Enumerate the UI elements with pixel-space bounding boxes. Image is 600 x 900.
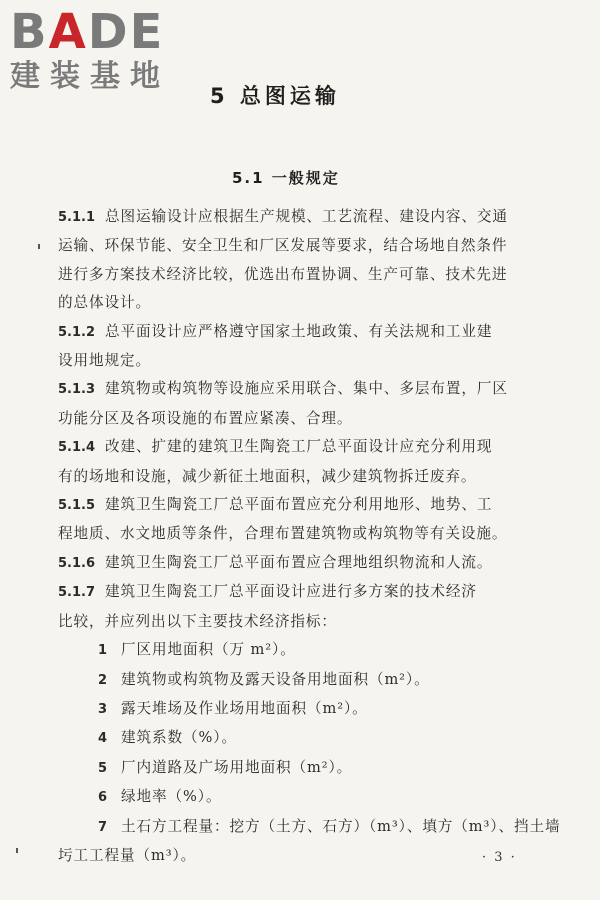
indicator-number: 6 (98, 790, 108, 806)
scan-speck (38, 244, 40, 249)
clause-text: 的总体设计。 (58, 294, 151, 312)
indicator-text: 厂区用地面积（万 m²）。 (121, 641, 296, 659)
logo-b: B (10, 4, 49, 60)
clause-text: 建筑卫生陶瓷工厂总平面布置应充分利用地形、地势、工 (105, 496, 493, 514)
clause-line (58, 232, 563, 260)
indicator-line (98, 695, 563, 724)
clause-line (58, 433, 563, 462)
clause-number: 5.1.7 (58, 585, 96, 601)
clause-number: 5.1.4 (58, 440, 96, 456)
clause-line (58, 463, 563, 491)
clause-line (58, 347, 563, 375)
page-number: · 3 · (482, 850, 517, 865)
clause-line (58, 491, 563, 520)
indicator-number: 2 (98, 672, 108, 688)
clause-number: 5.1.5 (58, 498, 96, 514)
clause-text: 进行多方案技术经济比较，优选出布置协调、生产可靠、技术先进 (58, 265, 508, 283)
indicator-number: 5 (98, 760, 108, 776)
logo-a: A (48, 4, 88, 60)
clause-text: 设用地规定。 (58, 352, 151, 370)
clause-number: 5.1.1 (58, 210, 96, 225)
clause-text: 建筑卫生陶瓷工厂总平面设计应进行多方案的技术经济 (105, 583, 477, 601)
indicator-text: 土石方工程量：挖方（土方、石方）（m³）、填方（m³）、挡土墙 (121, 817, 561, 835)
clause-text: 有的场地和设施，减少新征土地面积，减少建筑物拆迁废弃。 (58, 467, 477, 485)
clause-text: 建筑卫生陶瓷工厂总平面布置应合理地组织物流和人流。 (105, 553, 493, 571)
clause-line (58, 289, 563, 317)
clause-line (58, 318, 563, 347)
clause-text: 改建、扩建的建筑卫生陶瓷工厂总平面设计应充分利用现 (105, 438, 493, 456)
indicator-number: 4 (98, 731, 108, 747)
clause-text: 功能分区及各项设施的布置应紧凑、合理。 (58, 409, 353, 427)
indicator-line (98, 724, 563, 753)
indicator-text: 露天堆场及作业场用地面积（m²）。 (121, 699, 368, 717)
indicator-text: 厂内道路及广场用地面积（m²）。 (121, 758, 353, 776)
clause-line (58, 375, 563, 404)
clause-text: 程地质、水文地质等条件，合理布置建筑物或构筑物等有关设施。 (58, 525, 508, 543)
indicator-text: 绿地率（%）。 (121, 788, 222, 806)
clause-line (58, 608, 563, 636)
indicator-line (98, 783, 563, 812)
clause-line (58, 203, 563, 232)
logo-de: DE (87, 4, 165, 60)
clause-line (58, 520, 563, 548)
clause-number: 5.1.2 (58, 324, 96, 340)
indicator-text: 建筑物或构筑物及露天设备用地面积（m²）。 (121, 670, 430, 688)
clause-number: 5.1.6 (58, 555, 96, 571)
clause-text: 建筑物或构筑物等设施应采用联合、集中、多层布置，厂区 (105, 380, 508, 398)
scan-speck (16, 848, 18, 853)
bade-logo (10, 6, 180, 94)
clause-text: 运输、环保节能、安全卫生和厂区发展等要求，结合场地自然条件 (58, 237, 508, 255)
indicator-line (98, 666, 563, 695)
logo-wordmark (10, 6, 180, 58)
clause-line (58, 405, 563, 433)
body-text (58, 203, 563, 870)
indicator-text: 建筑系数（%）。 (121, 729, 237, 747)
section-title: 5.1 一般规定 (232, 169, 340, 187)
indicator-line (98, 754, 563, 783)
clause-line (58, 261, 563, 289)
indicator-number: 7 (98, 819, 108, 835)
clause-number: 5.1.3 (58, 382, 96, 398)
indicator-line (98, 636, 563, 665)
indicator-number: 3 (98, 701, 108, 717)
indicator-text: 圬工工程量（m³）。 (58, 846, 197, 864)
clause-text: 比较，并应列出以下主要技术经济指标： (58, 612, 337, 630)
chapter-title: 5 总图运输 (210, 84, 340, 108)
clause-text: 总图运输设计应根据生产规模、工艺流程、建设内容、交通 (105, 208, 508, 225)
clause-text: 总平面设计应严格遵守国家土地政策、有关法规和工业建 (105, 322, 493, 340)
indicator-number: 1 (98, 643, 108, 659)
clause-line (58, 549, 563, 578)
logo-subtitle: 建装基地 (10, 59, 170, 94)
indicator-line (98, 813, 563, 842)
clause-line (58, 578, 563, 607)
